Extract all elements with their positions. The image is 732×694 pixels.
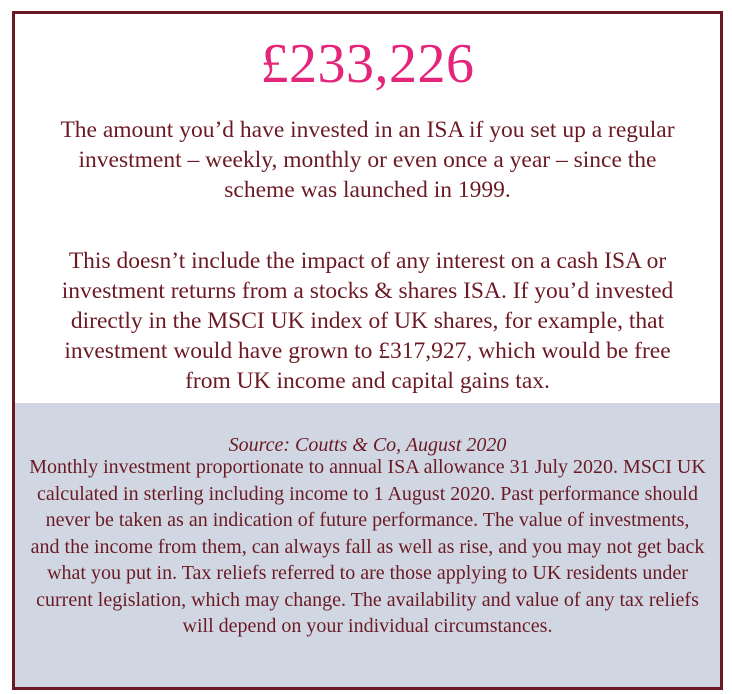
footer-section: [15, 403, 720, 687]
info-card: [12, 11, 723, 690]
headline-section: [15, 14, 720, 403]
source-citation: Source: Coutts & Co, August 2020: [228, 434, 507, 456]
description-paragraph: The amount you’d have invested in an ISA if you set up a regular investment – weekly, monthly or even once a year – since the scheme was launched in 1999.: [60, 117, 675, 203]
detail-paragraph: This doesn’t include the impact of any interest on a cash ISA or investment returns from a stocks & shares ISA. If you’d invested directly in the MSCI UK index of UK shares, for example, that investment would have grown to £317,927, which would be free from UK income and capital gains tax.: [61, 248, 674, 394]
disclaimer-text: Monthly investment proportionate to annual ISA allowance 31 July 2020. MSCI UK calculated in sterling including income to 1 August 2020. Past performance should never be taken as an indication of future performance. The value of investments, and the income from them, can always fall as well as rise, and you may not get back what you put in. Tax reliefs referred to are those applying to UK residents under current legislation, which may change. The availability and value of any tax reliefs will depend on your individual circumstances.: [29, 456, 706, 637]
headline-amount: £233,226: [260, 33, 475, 95]
